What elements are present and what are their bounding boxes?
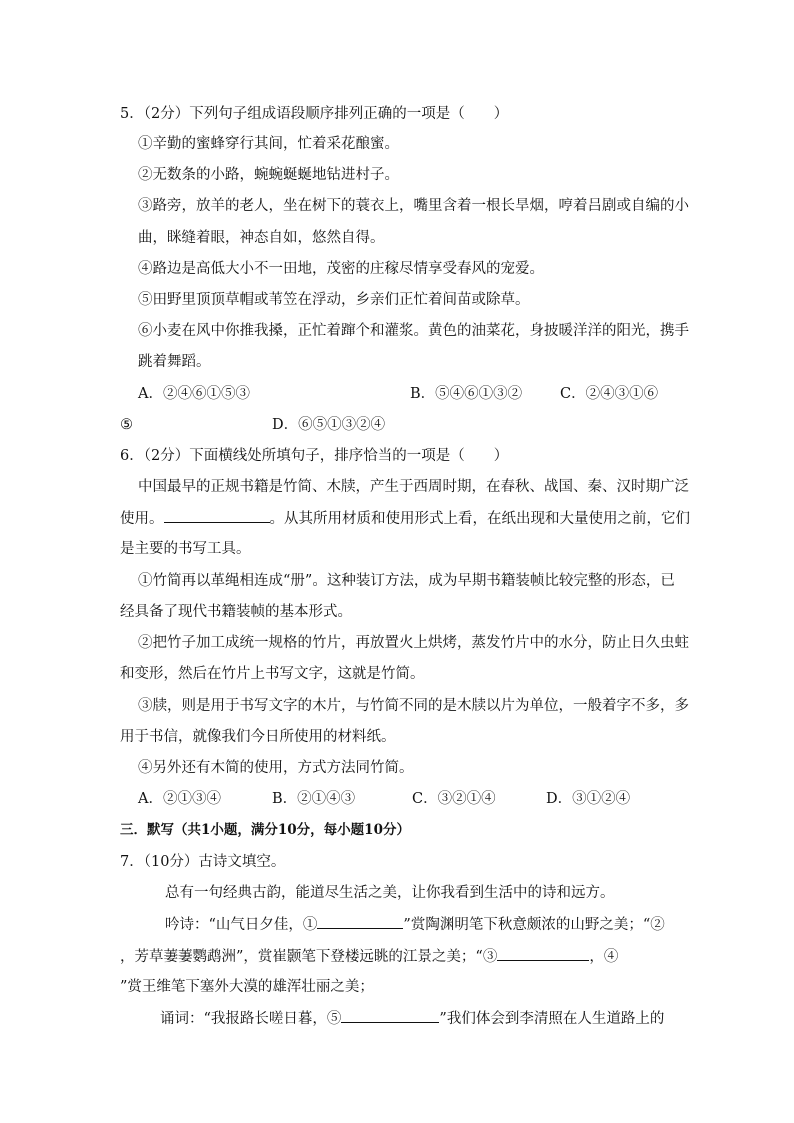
- q7-line-4: [160, 1008, 664, 1030]
- q7-line-3: ”赏王维笔下塞外大漠的雄浑壮丽之美；: [120, 979, 374, 995]
- q7-line-1: [165, 914, 665, 936]
- q6-passage-2: [120, 508, 690, 530]
- q6-option-d: D．③①②④: [546, 791, 631, 807]
- q7-line-1b: ”赏陶渊明笔下秋意颇浓的山野之美；“②: [403, 917, 665, 933]
- q5-header: 5．（2分）下列句子组成语段顺序排列正确的一项是（ ）: [120, 106, 509, 122]
- q7-blank-1[interactable]: [317, 914, 403, 929]
- q6-sentence-3a: ③牍，则是用于书写文字的木片，与竹简不同的是木牍以片为单位，一般着字不多，多: [138, 698, 689, 714]
- q6-passage-3: 是主要的书写工具。: [120, 541, 251, 557]
- q5-option-a: A．②④⑥①⑤③: [138, 386, 250, 402]
- q6-passage-1: 中国最早的正规书籍是竹简、木牍，产生于西周时期，在春秋、战国、秦、汉时期广泛: [138, 479, 689, 495]
- q6-option-a: A．②①③④: [138, 791, 221, 807]
- q7-blank-5[interactable]: [341, 1008, 439, 1023]
- q5-option-d: D．⑥⑤①③②④: [272, 417, 386, 433]
- q6-passage-2b: 。从其所用材质和使用形式上看，在纸出现和大量使用之前，它们: [269, 511, 690, 527]
- q5-sentence-1: ①辛勤的蜜蜂穿行其间，忙着采花酿蜜。: [138, 136, 399, 152]
- q6-sentence-1a: ①竹简再以革绳相连成“册”。这种装订方法，成为早期书籍装帧比较完整的形态，已: [138, 573, 675, 589]
- q5-option-b: B．⑤④⑥①③②: [410, 386, 523, 402]
- q5-sentence-3a: ③路旁，放羊的老人，坐在树下的蓑衣上，嘴里含着一根长旱烟，哼着吕剧或自编的小: [138, 198, 689, 214]
- q7-line-2a: ，芳草萋萋鹦鹉洲”，赏崔颢笔下登楼远眺的江景之美；“③: [120, 949, 498, 965]
- q5-sentence-6a: ⑥小麦在风中你推我搡，正忙着蹿个和灌浆。黄色的油菜花，身披暖洋洋的阳光，携手: [138, 323, 689, 339]
- q6-passage-2a: 使用。: [120, 511, 164, 527]
- q5-sentence-6b: 跳着舞蹈。: [138, 354, 211, 370]
- q5-sentence-4: ④路边是高低大小不一田地，茂密的庄稼尽情享受春风的宠爱。: [138, 261, 544, 277]
- q5-sentence-3b: 曲，眯缝着眼，神态自如，悠然自得。: [138, 230, 385, 246]
- q6-sentence-1b: 经具备了现代书籍装帧的基本形式。: [120, 604, 352, 620]
- q6-sentence-2a: ②把竹子加工成统一规格的竹片，再放置火上烘烤，蒸发竹片中的水分，防止日久虫蛀: [138, 635, 689, 651]
- q6-sentence-2b: 和变形，然后在竹片上书写文字，这就是竹简。: [120, 666, 425, 682]
- q5-option-c: C．②④③①⑥: [560, 386, 659, 402]
- q7-blank-3[interactable]: [497, 946, 589, 961]
- q6-sentence-4: ④另外还有木简的使用，方式方法同竹简。: [138, 760, 414, 776]
- q5-sentence-5: ⑤田野里顶顶草帽或苇笠在浮动，乡亲们正忙着间苗或除草。: [138, 292, 530, 308]
- q7-intro: 总有一句经典古韵，能道尽生活之美，让你我看到生活中的诗和远方。: [165, 885, 615, 901]
- q6-sentence-3b: 用于书信，就像我们今日所使用的材料纸。: [120, 729, 396, 745]
- q7-line-2: [120, 946, 618, 968]
- q7-line-1a: 吟诗：“山气日夕佳，①: [165, 917, 318, 933]
- q6-header: 6．（2分）下面横线处所填句子，排序恰当的一项是（ ）: [120, 448, 509, 464]
- q7-line-4a: 诵词：“我报路长嗟日暮，⑤: [160, 1011, 342, 1027]
- q6-option-b: B．②①④③: [272, 791, 356, 807]
- section-3-title: 三．默写（共1小题，满分10分，每小题10分）: [120, 822, 410, 838]
- q5-option-c-cont: ⑤: [120, 417, 133, 433]
- q5-sentence-2: ②无数条的小路，蜿蜿蜒蜒地钻进村子。: [138, 167, 399, 183]
- q7-header: 7．（10分）古诗文填空。: [120, 854, 286, 870]
- q7-line-4b: ”我们体会到李清照在人生道路上的: [439, 1011, 665, 1027]
- q6-option-c: C．③②①④: [412, 791, 496, 807]
- q7-line-2b: ，④: [589, 949, 619, 965]
- q6-answer-blank[interactable]: [164, 508, 270, 523]
